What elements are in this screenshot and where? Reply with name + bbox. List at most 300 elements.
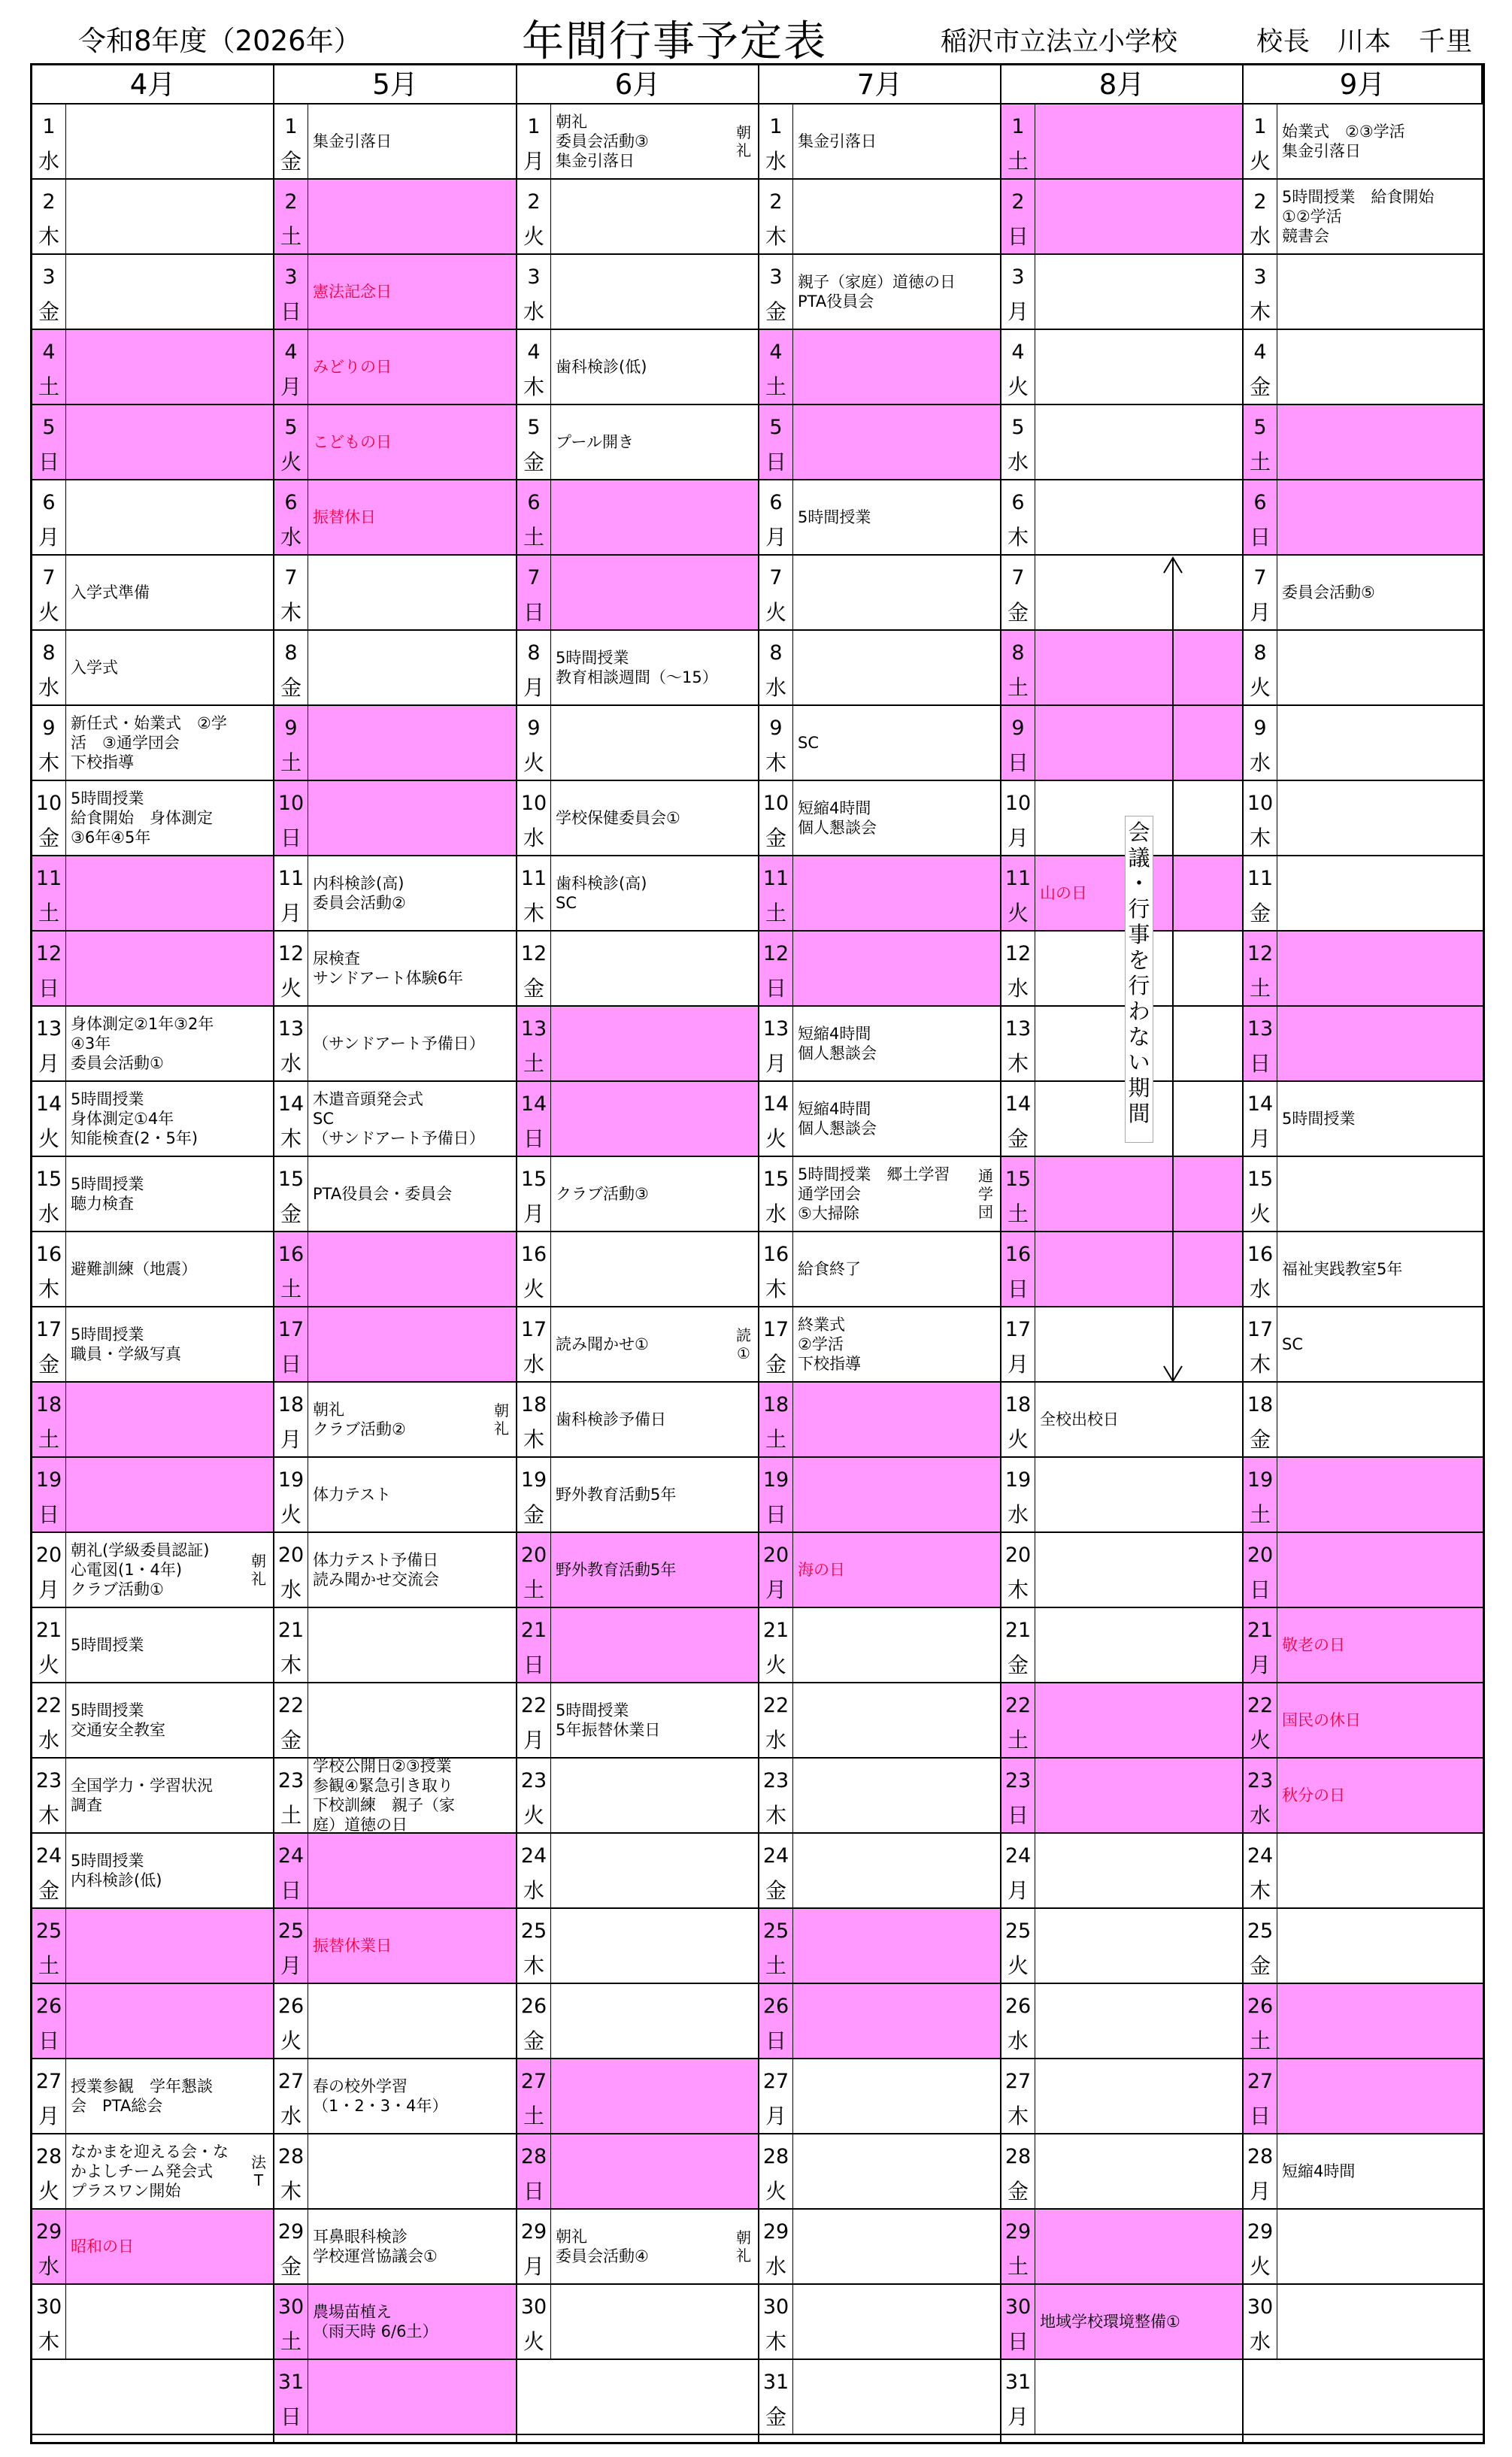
date-box (274, 2360, 308, 2434)
date-box (32, 2059, 66, 2133)
day-cell (32, 1082, 273, 1157)
date-box (1244, 2059, 1277, 2133)
day-cell (32, 105, 273, 180)
day-cell (274, 1533, 516, 1608)
day-cell (1001, 556, 1242, 631)
day-cell (759, 1608, 1000, 1683)
weekday: 木 (765, 750, 786, 775)
date-box (1244, 2210, 1277, 2283)
day-cell (32, 480, 273, 556)
date-box (1001, 1232, 1035, 1306)
event-text: 全国学力・学習状況 調査 (71, 1777, 213, 1814)
event-text: 5時間授業 身体測定①4年 知能検査(2・5年) (71, 1090, 198, 1147)
event-text: 地域学校環境整備① (1040, 2313, 1180, 2331)
day-number: 6 (527, 491, 541, 514)
day-number: 15 (762, 1168, 789, 1191)
weekday: 月 (1249, 2179, 1271, 2204)
fiscal-year: 令和8年度（2026年） (78, 25, 362, 57)
day-cell (1001, 781, 1242, 856)
day-number: 24 (1004, 1844, 1032, 1868)
event-text: 5時間授業 (1282, 1110, 1356, 1128)
day-cell (759, 706, 1000, 781)
date-box (274, 2210, 308, 2283)
day-cell (1244, 706, 1483, 781)
date-box (32, 330, 66, 404)
date-box (1244, 405, 1277, 479)
weekday: 土 (523, 2104, 544, 2128)
day-number: 14 (762, 1092, 789, 1116)
day-number: 12 (35, 942, 62, 965)
day-number: 18 (277, 1393, 305, 1416)
day-number: 3 (284, 265, 298, 289)
weekday: 土 (280, 750, 301, 775)
date-box (274, 706, 308, 780)
date-box (517, 1082, 551, 1156)
event-text: PTA役員会・委員会 (313, 1185, 453, 1203)
day-cell (759, 2360, 1000, 2435)
day-cell (517, 255, 758, 330)
weekday: 土 (280, 224, 301, 249)
date-box (759, 1533, 793, 1607)
weekday: 火 (1007, 1427, 1029, 1452)
day-number: 14 (35, 1092, 62, 1116)
day-number: 28 (1004, 2145, 1032, 2168)
event-text: 集金引落日 (313, 132, 392, 150)
day-cell (274, 1232, 516, 1307)
event-text: 給食終了 (798, 1260, 861, 1278)
event-text: 5時間授業 5年振替休業日 (556, 1701, 661, 1739)
weekday: 木 (1249, 1352, 1271, 1377)
day-cell (32, 1458, 273, 1533)
weekday: 木 (1007, 1577, 1029, 1602)
event-text: 朝礼 委員会活動③ 集金引落日 (556, 113, 649, 170)
day-cell (32, 255, 273, 330)
month-column (1244, 105, 1483, 2442)
date-box (1244, 1383, 1277, 1456)
weekday: 日 (38, 2028, 59, 2053)
date-box (274, 1909, 308, 1983)
day-number: 26 (1004, 1995, 1032, 2018)
day-cell (517, 2134, 758, 2210)
weekday: 金 (1249, 374, 1271, 399)
holiday-name: 山の日 (1040, 884, 1087, 902)
day-cell (274, 2285, 516, 2360)
event-text: 親子（家庭）道徳の日 PTA役員会 (798, 273, 956, 311)
event-text: 身体測定②1年③2年 ④3年 委員会活動① (71, 1015, 214, 1072)
date-box (759, 2360, 793, 2434)
date-box (517, 1834, 551, 1907)
weekday: 日 (1249, 2104, 1271, 2128)
day-cell (32, 1007, 273, 1082)
note-char: 期 (1128, 1075, 1150, 1101)
day-number: 5 (769, 416, 783, 439)
date-box (517, 1383, 551, 1456)
day-cell (32, 1383, 273, 1458)
empty-cell (517, 2360, 758, 2435)
weekday: 月 (765, 525, 786, 550)
weekday: 土 (280, 1803, 301, 1828)
day-number: 15 (1247, 1168, 1274, 1191)
holiday-name: 海の日 (798, 1561, 845, 1579)
date-box (32, 1909, 66, 1983)
date-box (1244, 856, 1277, 930)
day-cell (274, 1458, 516, 1533)
date-box (517, 781, 551, 855)
date-box (517, 1984, 551, 2058)
weekday: 火 (280, 976, 301, 1001)
date-box (1001, 180, 1035, 253)
day-number: 11 (762, 867, 789, 890)
date-box (517, 1157, 551, 1231)
date-box (759, 1608, 793, 1682)
day-number: 17 (1247, 1318, 1274, 1341)
day-cell (517, 1458, 758, 1533)
day-number: 6 (1253, 491, 1267, 514)
date-box (1244, 1232, 1277, 1306)
date-box (32, 255, 66, 329)
date-box (32, 105, 66, 178)
day-number: 20 (1247, 1544, 1274, 1567)
date-box (32, 1759, 66, 1832)
date-box (32, 1383, 66, 1456)
day-number: 29 (762, 2220, 789, 2243)
weekday: 火 (523, 224, 544, 249)
day-cell (1244, 1683, 1483, 1759)
day-cell (517, 480, 758, 556)
weekday: 水 (1249, 750, 1271, 775)
date-box (517, 180, 551, 253)
event-text: 全校出校日 (1040, 1410, 1119, 1428)
weekday: 金 (765, 2404, 786, 2429)
day-cell (759, 1307, 1000, 1383)
day-number: 22 (762, 1694, 789, 1717)
day-number: 25 (1004, 1919, 1032, 1943)
day-cell (274, 2134, 516, 2210)
day-cell (32, 1909, 273, 1984)
weekday: 火 (38, 1653, 59, 1677)
weekday: 金 (523, 1502, 544, 1527)
date-box (517, 1759, 551, 1832)
event-text: 野外教育活動5年 (556, 1486, 677, 1504)
date-box (517, 1533, 551, 1607)
date-box (1001, 255, 1035, 329)
day-cell (1001, 255, 1242, 330)
weekday: 水 (1249, 2329, 1271, 2354)
day-cell (517, 706, 758, 781)
weekday: 水 (38, 1201, 59, 1226)
day-cell (1244, 105, 1483, 180)
day-number: 21 (1004, 1619, 1032, 1642)
date-box (1244, 330, 1277, 404)
day-cell (1244, 1458, 1483, 1533)
date-box (759, 180, 793, 253)
day-number: 8 (1253, 641, 1267, 665)
date-box (1001, 1082, 1035, 1156)
date-box (32, 1458, 66, 1531)
weekday: 金 (38, 1878, 59, 1903)
day-number: 16 (520, 1243, 547, 1266)
day-cell (517, 556, 758, 631)
date-box (1244, 2134, 1277, 2208)
date-box (1001, 1608, 1035, 1682)
day-number: 23 (762, 1769, 789, 1792)
day-cell (517, 105, 758, 180)
month-column (32, 105, 274, 2442)
date-box (32, 932, 66, 1005)
day-number: 15 (1004, 1168, 1032, 1191)
day-cell (32, 2134, 273, 2210)
day-cell (517, 1683, 758, 1759)
date-box (1001, 1834, 1035, 1907)
day-number: 11 (35, 867, 62, 890)
day-number: 8 (769, 641, 783, 665)
day-number: 30 (277, 2295, 305, 2319)
date-box (1244, 1458, 1277, 1531)
day-number: 22 (1247, 1694, 1274, 1717)
date-box (274, 1683, 308, 1757)
date-box (759, 1683, 793, 1757)
day-cell (32, 556, 273, 631)
day-cell (1001, 932, 1242, 1007)
day-cell (274, 2210, 516, 2285)
day-number: 8 (42, 641, 56, 665)
day-cell (274, 1608, 516, 1683)
day-number: 2 (527, 190, 541, 214)
weekday: 土 (523, 1577, 544, 1602)
date-box (517, 330, 551, 404)
weekday: 木 (765, 2329, 786, 2354)
weekday: 月 (765, 1051, 786, 1076)
weekday: 日 (280, 1352, 301, 1377)
day-cell (1001, 105, 1242, 180)
day-cell (32, 180, 273, 255)
day-cell (274, 1307, 516, 1383)
day-cell (274, 480, 516, 556)
day-cell (274, 1759, 516, 1834)
weekday: 木 (38, 1277, 59, 1301)
day-number: 9 (1011, 716, 1025, 740)
day-number: 20 (762, 1544, 789, 1567)
day-cell (1001, 1458, 1242, 1533)
event-text: 朝礼 クラブ活動② (313, 1401, 406, 1438)
day-cell (32, 2059, 273, 2134)
weekday: 土 (1007, 149, 1029, 174)
day-cell (517, 1232, 758, 1307)
note-char: な (1128, 1024, 1150, 1050)
day-cell (1001, 1984, 1242, 2059)
weekday: 水 (280, 1577, 301, 1602)
date-box (274, 2059, 308, 2133)
weekday: 月 (280, 374, 301, 399)
event-text: 福祉実践教室5年 (1282, 1260, 1403, 1278)
day-cell (759, 1984, 1000, 2059)
weekday: 水 (1007, 1502, 1029, 1527)
weekday: 火 (1249, 2254, 1271, 2279)
day-cell (1244, 1533, 1483, 1608)
date-box (1244, 1307, 1277, 1381)
day-cell (1244, 2210, 1483, 2285)
day-number: 8 (527, 641, 541, 665)
date-box (1001, 1383, 1035, 1456)
day-cell (759, 2059, 1000, 2134)
date-box (32, 1834, 66, 1907)
weekday: 金 (523, 2028, 544, 2053)
weekday: 日 (280, 1878, 301, 1903)
weekday: 日 (765, 2028, 786, 2053)
day-number: 1 (769, 115, 783, 138)
day-cell (759, 2134, 1000, 2210)
weekday: 金 (1249, 1953, 1271, 1978)
event-text: 歯科検診(高) SC (556, 874, 647, 912)
empty-cell (32, 2360, 273, 2435)
event-text: 学校保健委員会① (556, 809, 680, 827)
weekday: 土 (765, 901, 786, 926)
day-cell (759, 1082, 1000, 1157)
date-box (274, 1834, 308, 1907)
day-cell (517, 330, 758, 405)
day-number: 4 (1011, 341, 1025, 364)
day-cell (32, 631, 273, 706)
date-box (32, 1007, 66, 1080)
weekday: 金 (280, 2254, 301, 2279)
weekday: 水 (280, 2104, 301, 2128)
event-text: 5時間授業 職員・学級写真 (71, 1325, 181, 1363)
weekday: 木 (38, 224, 59, 249)
date-box (517, 1007, 551, 1080)
event-text: 体力テスト (313, 1486, 392, 1504)
weekday: 日 (1007, 1803, 1029, 1828)
date-box (759, 1834, 793, 1907)
weekday: 水 (765, 2254, 786, 2279)
date-box (1244, 255, 1277, 329)
day-cell (32, 1759, 273, 1834)
day-number: 14 (1247, 1092, 1274, 1116)
date-box (1001, 1157, 1035, 1231)
date-box (759, 1007, 793, 1080)
weekday: 月 (523, 1728, 544, 1753)
day-number: 21 (1247, 1619, 1274, 1642)
date-box (759, 1759, 793, 1832)
holiday-name: こどもの日 (313, 433, 392, 451)
day-cell (274, 1834, 516, 1909)
date-box (759, 556, 793, 629)
day-number: 23 (1004, 1769, 1032, 1792)
date-box (517, 856, 551, 930)
weekday: 月 (280, 1953, 301, 1978)
weekday: 木 (1007, 525, 1029, 550)
day-number: 6 (284, 491, 298, 514)
date-box (1001, 1533, 1035, 1607)
weekday: 月 (1007, 2404, 1029, 2429)
weekday: 水 (280, 525, 301, 550)
day-number: 19 (520, 1468, 547, 1492)
day-cell (759, 1157, 1000, 1232)
weekday: 月 (523, 1201, 544, 1226)
holiday-name: 憲法記念日 (313, 283, 392, 301)
day-number: 24 (520, 1844, 547, 1868)
day-number: 21 (35, 1619, 62, 1642)
date-box (1244, 781, 1277, 855)
date-box (1001, 2285, 1035, 2359)
day-cell (759, 255, 1000, 330)
day-cell (1244, 1232, 1483, 1307)
day-number: 26 (762, 1995, 789, 2018)
date-box (274, 556, 308, 629)
day-number: 2 (284, 190, 298, 214)
weekday: 月 (38, 1577, 59, 1602)
event-text: 5時間授業 内科検診(低) (71, 1852, 162, 1889)
weekday: 日 (523, 1126, 544, 1151)
date-box (32, 480, 66, 554)
date-box (274, 1383, 308, 1456)
day-cell (274, 1157, 516, 1232)
day-number: 19 (762, 1468, 789, 1492)
date-box (274, 1157, 308, 1231)
day-number: 27 (1004, 2070, 1032, 2093)
day-cell (32, 1533, 273, 1608)
date-box (759, 2134, 793, 2208)
date-box (1001, 2360, 1035, 2434)
day-cell (759, 1383, 1000, 1458)
month-header: 8月 (1001, 65, 1244, 105)
date-box (1244, 631, 1277, 704)
side-note: 朝 礼 (251, 1552, 266, 1588)
day-number: 1 (42, 115, 56, 138)
day-number: 11 (277, 867, 305, 890)
date-box (274, 1533, 308, 1607)
day-number: 6 (1011, 491, 1025, 514)
day-number: 27 (35, 2070, 62, 2093)
day-number: 10 (520, 792, 547, 815)
day-number: 11 (1247, 867, 1274, 890)
weekday: 火 (523, 1277, 544, 1301)
day-number: 21 (520, 1619, 547, 1642)
day-number: 29 (520, 2220, 547, 2243)
event-text: 短縮4時間 個人懇談会 (798, 1100, 877, 1138)
weekday: 月 (1249, 600, 1271, 625)
day-cell (274, 706, 516, 781)
day-cell (1244, 856, 1483, 932)
event-text: 歯科検診予備日 (556, 1410, 666, 1428)
day-cell (274, 556, 516, 631)
date-box (1244, 1157, 1277, 1231)
weekday: 火 (38, 1126, 59, 1151)
date-box (1001, 2059, 1035, 2133)
weekday: 土 (523, 525, 544, 550)
date-box (1244, 1834, 1277, 1907)
day-number: 5 (527, 416, 541, 439)
weekday: 日 (1249, 1051, 1271, 1076)
date-box (1244, 480, 1277, 554)
weekday: 土 (1249, 2028, 1271, 2053)
weekday: 土 (280, 2329, 301, 2354)
weekday: 木 (280, 1653, 301, 1677)
day-number: 17 (762, 1318, 789, 1341)
weekday: 日 (1007, 2329, 1029, 2354)
day-cell (517, 1759, 758, 1834)
weekday: 月 (280, 1427, 301, 1452)
weekday: 金 (523, 450, 544, 474)
date-box (1001, 631, 1035, 704)
day-number: 2 (42, 190, 56, 214)
date-box (274, 1082, 308, 1156)
day-number: 26 (35, 1995, 62, 2018)
day-number: 10 (1247, 792, 1274, 815)
date-box (759, 2210, 793, 2283)
day-cell (32, 1683, 273, 1759)
day-number: 24 (35, 1844, 62, 1868)
event-text: 集金引落日 (798, 132, 877, 150)
